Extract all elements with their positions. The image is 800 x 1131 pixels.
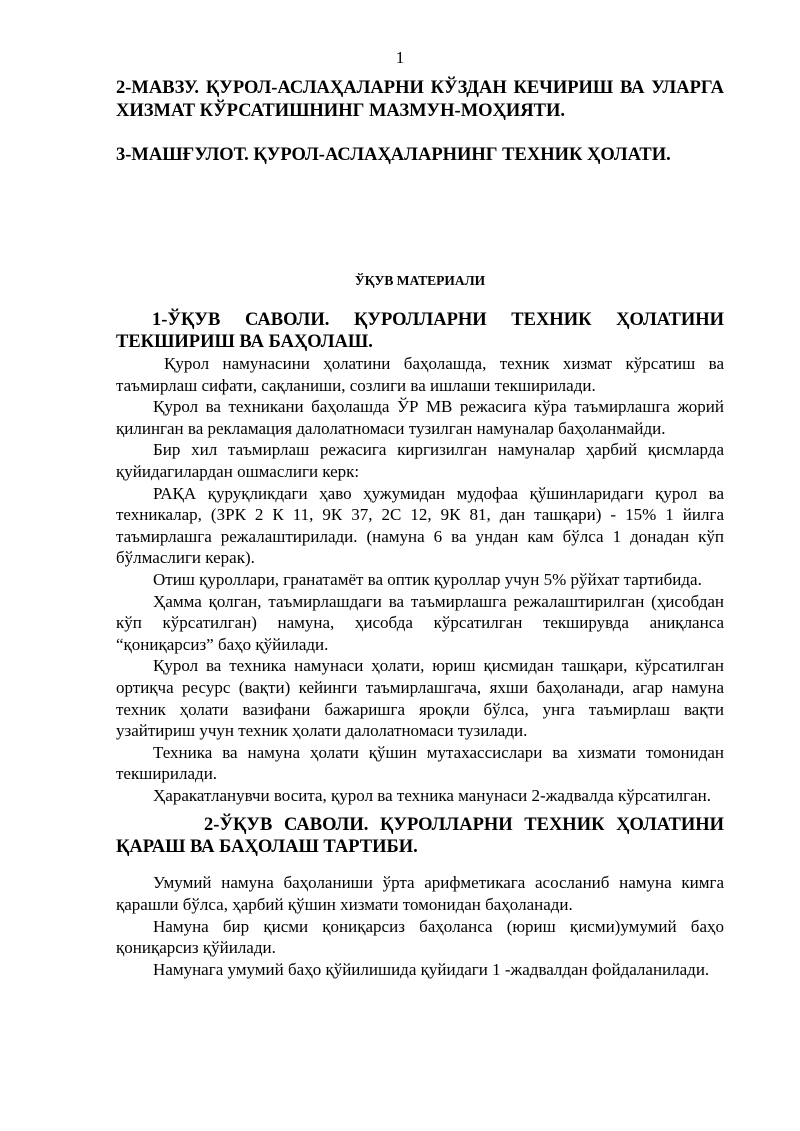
- question-1-heading: 1-ЎҚУВ САВОЛИ. ҚУРОЛЛАРНИ ТЕХНИК ҲОЛАТИНИ ТЕКШИРИШ ВА БАҲОЛАШ.: [116, 310, 724, 352]
- section-caption: ЎҚУВ МАТЕРИАЛИ: [354, 273, 486, 288]
- spacer: [116, 858, 724, 872]
- paragraph: Ҳамма қолган, таъмирлашдаги ва таъмирлашга режалаштирилган (ҳисобдан кўп кўрсатилган) намуна, ҳисобда кўрсатилган текширувда аниқланса “қониқарсиз” баҳо қўйилади.: [116, 591, 724, 654]
- lesson-title: 3-МАШҒУЛОТ. ҚУРОЛ-АСЛАҲАЛАРНИНГ ТЕХНИК ҲОЛАТИ.: [116, 145, 671, 165]
- paragraph: Қурол намунасини ҳолатини баҳолашда, техник хизмат кўрсатиш ва таъмирлаш сифати, сақланиши, созлиги ва ишлаши текширилади.: [116, 354, 724, 395]
- paragraph: Намунага умумий баҳо қўйилишида қуйидаги 1 -жадвалдан фойдаланилади.: [153, 959, 710, 979]
- topic-title: 2-МАВЗУ. ҚУРОЛ-АСЛАҲАЛАРНИ КЎЗДАН КЕЧИРИШ ВА УЛАРГА ХИЗМАТ КЎРСАТИШНИНГ МАЗМУН-МОҲИЯТИ.: [116, 78, 724, 121]
- paragraph: Ҳаракатланувчи восита, қурол ва техника манунаси 2-жадвалда кўрсатилган.: [153, 785, 711, 805]
- paragraph: Қурол ва техника намунаси ҳолати, юриш қисмидан ташқари, кўрсатилган ортиқча ресурс (вақти) кейинги таъмирлашгача, яхши баҳоланади, агар намуна техник ҳолати вазифани бажаришга яроқли бўлса, унга таъмирлаш вақти узайтириш учун техник ҳолати далолатномаси тузилади.: [116, 656, 724, 741]
- paragraph: Умумий намуна баҳоланиши ўрта арифметикага асосланиб намуна кимга қарашли бўлса, ҳарбий қўшин хизмати томонидан баҳоланади.: [116, 873, 724, 915]
- paragraph: Намуна бир қисми қониқарсиз баҳоланса (юриш қисми)умумий баҳо қониқарсиз қўйилади.: [116, 916, 724, 958]
- paragraph: Отиш қуроллари, гранатамёт ва оптик қуроллар учун 5% рўйхат тартибида.: [153, 569, 702, 589]
- paragraph: Техника ва намуна ҳолати қўшин мутахассислари ва хизмати томонидан текширилади.: [116, 742, 724, 784]
- page-number: 1: [395, 48, 405, 67]
- question-2-heading: 2-ЎҚУВ САВОЛИ. ҚУРОЛЛАРНИ ТЕХНИК ҲОЛАТИНИ ҚАРАШ ВА БАҲОЛАШ ТАРТИБИ.: [116, 815, 724, 858]
- body-text: [116, 309, 724, 980]
- paragraph: Бир хил таъмирлаш режасига киргизилган намуналар ҳарбий қисмларда қуйидагилардан ошмаслиги керк:: [116, 440, 724, 481]
- paragraph: РАҚА қуруқликдаги ҳаво ҳужумидан мудофаа қўшинларидаги қурол ва техникалар, (ЗРК 2 К 11, 9К 37, 2С 12, 9К 81, дан ташқари) - 15% 1 йилга таъмирлашга режалаштирилади. (намуна 6 ва ундан кам бўлса 1 донадан кўп бўлмаслиги керак).: [116, 483, 724, 568]
- paragraph: Қурол ва техникани баҳолашда ЎР МВ режасига кўра таъмирлашга жорий қилинган ва рекламация далолатномаси тузилган намуналар баҳоланмайди.: [116, 397, 724, 438]
